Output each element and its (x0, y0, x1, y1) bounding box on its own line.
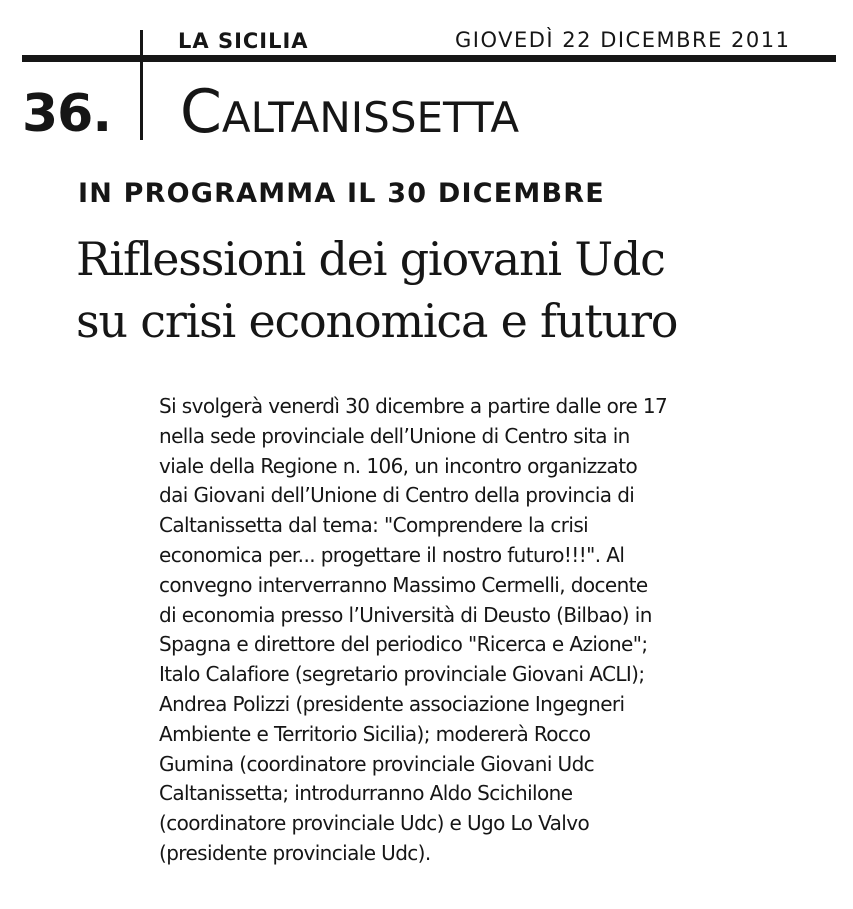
body-line: dai Giovani dell’Unione di Centro della provincia di (159, 483, 635, 508)
body-line: Gumina (coordinatore provinciale Giovani Udc (159, 751, 595, 776)
body-line: nella sede provinciale dell’Unione di Centro sita in (159, 423, 630, 448)
section-title: Caltanissetta (180, 77, 520, 147)
body-line: Si svolgerà venerdì 30 dicembre a partire dalle ore 17 (159, 394, 668, 418)
body-line: Spagna e direttore del periodico "Ricerca e Azione"; (159, 632, 648, 657)
body-line: (coordinatore provinciale Udc) e Ugo Lo Valvo (159, 811, 590, 836)
article-headline (76, 228, 816, 352)
body-line: Ambiente e Territorio Sicilia); modererà Rocco (159, 721, 591, 746)
body-line: di economia presso l’Università di Deusto (Bilbao) in (159, 602, 652, 627)
newspaper-name: LA SICILIA (178, 29, 309, 53)
body-line: economica per... progettare il nostro futuro!!!". Al (159, 542, 625, 567)
vertical-divider (140, 30, 143, 140)
headline-line: Riflessioni dei giovani Udc (76, 232, 665, 286)
body-line: Caltanissetta; introdurranno Aldo Scichilone (159, 781, 573, 806)
headline-line: su crisi economica e futuro (76, 294, 678, 348)
body-line: Italo Calafiore (segretario provinciale Giovani ACLI); (159, 662, 645, 687)
issue-date: GIOVEDÌ 22 DICEMBRE 2011 (455, 28, 791, 52)
body-line: (presidente provinciale Udc). (159, 840, 431, 865)
body-line: Andrea Polizzi (presidente associazione Ingegneri (159, 691, 625, 716)
page-number: 36. (22, 84, 112, 144)
masthead-rule (22, 55, 836, 62)
body-line: convegno interverranno Massimo Cermelli, docente (159, 572, 648, 597)
body-line: Caltanissetta dal tema: "Comprendere la crisi (159, 513, 589, 538)
body-line: viale della Regione n. 106, un incontro organizzato (159, 453, 638, 478)
article-kicker: IN PROGRAMMA IL 30 DICEMBRE (78, 178, 605, 209)
article-body (159, 392, 799, 869)
